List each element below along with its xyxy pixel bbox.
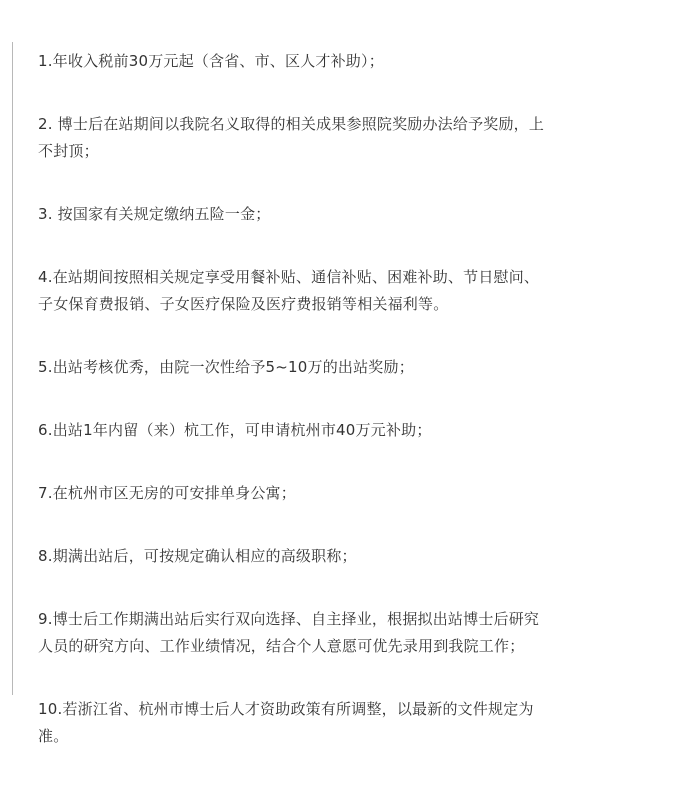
policy-item-5 [38,354,598,381]
policy-item-text: 1.年收入税前30万元起（含省、市、区人才补助）； [38,52,384,70]
policy-item-10 [38,696,598,750]
policy-item-text: 8.期满出站后，可按规定确认相应的高级职称； [38,547,357,565]
policy-item-text: 子女保育费报销、子女医疗保险及医疗费报销等相关福利等。 [38,295,449,313]
policy-item-text: 7.在杭州市区无房的可安排单身公寓； [38,484,296,502]
policy-item-text: 准。 [38,727,69,745]
policy-item-text: 2. 博士后在站期间以我院名义取得的相关成果参照院奖励办法给予奖励，上 [38,115,545,133]
policy-list [38,48,598,786]
policy-item-text: 3. 按国家有关规定缴纳五险一金； [38,205,271,223]
policy-item-8 [38,543,598,570]
left-border-line [12,42,13,695]
policy-item-3 [38,201,598,228]
policy-item-9 [38,606,598,660]
policy-item-6 [38,417,598,444]
policy-item-2 [38,111,598,165]
policy-item-7 [38,480,598,507]
policy-item-text: 人员的研究方向、工作业绩情况，结合个人意愿可优先录用到我院工作； [38,637,525,655]
policy-item-text: 10.若浙江省、杭州市博士后人才资助政策有所调整，以最新的文件规定为 [38,700,534,718]
policy-item-text: 不封顶； [38,142,99,160]
policy-item-text: 9.博士后工作期满出站后实行双向选择、自主择业，根据拟出站博士后研究 [38,610,540,628]
policy-item-text: 5.出站考核优秀，由院一次性给予5~10万的出站奖励； [38,358,414,376]
policy-item-text: 6.出站1年内留（来）杭工作，可申请杭州市40万元补助； [38,421,432,439]
policy-item-text: 4.在站期间按照相关规定享受用餐补贴、通信补贴、困难补助、节日慰问、 [38,268,540,286]
policy-item-1 [38,48,598,75]
policy-item-4 [38,264,598,318]
